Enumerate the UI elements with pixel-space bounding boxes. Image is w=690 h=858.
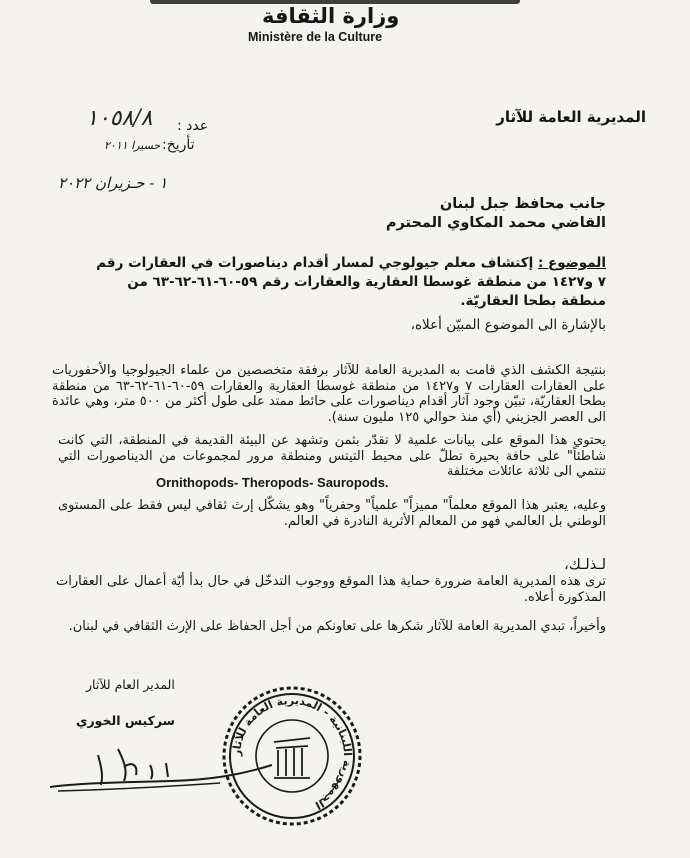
date-value: حسيرا ٢٠١١ [104,139,161,152]
paragraph-findings: بنتيجة الكشف الذي قامت به المديرية العامة للآثار برفقة متخصصين من علماء الجيولوجيا والأحفوريات على العقارات العقارات ٧ و١٤٢٧ من منطقة غوسطا العقارية والعقارات ٥٩-٦٠-٦١-٦٢-٦٣ من منطقة بطحا العقاريّة، تبيّن وجود آثار أقدام ديناصورات على حائط ممتد على طول أكثر من ٥٠٠ متر، وهي عائدة الى العصر الجزيني (أي منذ حوالي ١٢٥ مليون سنة). [52,363,606,425]
reference-line: بالإشارة الى الموضوع المبيّن أعلاه، [410,317,606,333]
date-label: تأريخ: [162,137,195,153]
subject-label: الموضوع : [537,255,606,271]
addressee-line-1: جانب محافظ جبل لبنان [439,196,606,212]
paragraph-site-content: يحتوي هذا الموقع على بيانات علمية لا تقدّر بثمن وتشهد عن البيئة القديمة في المنطقة، التي كانت شاطئاً" على حافة بحيرة تطلّ على محيط التيتس ومنطقة مرور لمجموعات من الديناصورات التي تنتمي الى ثلاثة عائلات مختلفة [58,433,606,479]
paragraph-significance: وعليه، يعتبر هذا الموقع معلماً" مميزاً" علمياً" وحفرياً" وهو يشكّل إرث ثقافي ليس فقط على المستوى الوطني بل العالمي فهو من المعالم الأثرية النادرة في العالم. [58,498,606,529]
reference-number-label: عدد : [177,118,209,134]
subject-text: إكتشاف معلم جيولوجي لمسار أقدام ديناصورات في العقارات رقم ٧ و١٤٢٧ من منطقة غوسطا العقارية والعقارات رقم ٥٩-٦٠-٦١-٦٢-٦٣ من منطقة بطحا العقاريّة. [96,255,606,309]
handwritten-date: ١ - حـزيران ٢٠٢٢ [58,174,168,192]
stamp-text: الجمهورية اللبنانية - المديرية العامة للآثار [229,693,355,812]
signatory-name: سركيس الخوري [76,713,175,728]
subject-block [86,254,606,311]
ministry-name-french: Ministère de la Culture [248,30,383,44]
paragraph-protection: ترى هذه المديرية العامة ضرورة حماية هذا الموقع ووجوب التدخّل في حال بدأ أيّة أعمال على العقارات المذكورة أعلاه. [56,574,606,605]
department-name: المديرية العامة للآثار [496,108,646,126]
dinosaur-families: Ornithopods- Theropods- Sauropods. [156,475,389,490]
ministry-name-arabic: وزارة الثقافة [262,4,400,28]
therefore-heading: لـذلـك، [564,557,606,573]
official-stamp [218,682,366,830]
reference-number: ١٠٥٨/٨ [86,106,153,131]
addressee-line-2: القاضي محمد المكاوي المحترم [385,215,606,231]
signatory-title: المدير العام للآثار [86,677,175,692]
paragraph-thanks: وأخيراً، تبدي المديرية العامة للآثار شكرها على تعاونكم من أجل الحفاظ على الإرث الثقافي في لبنان. [68,619,606,634]
